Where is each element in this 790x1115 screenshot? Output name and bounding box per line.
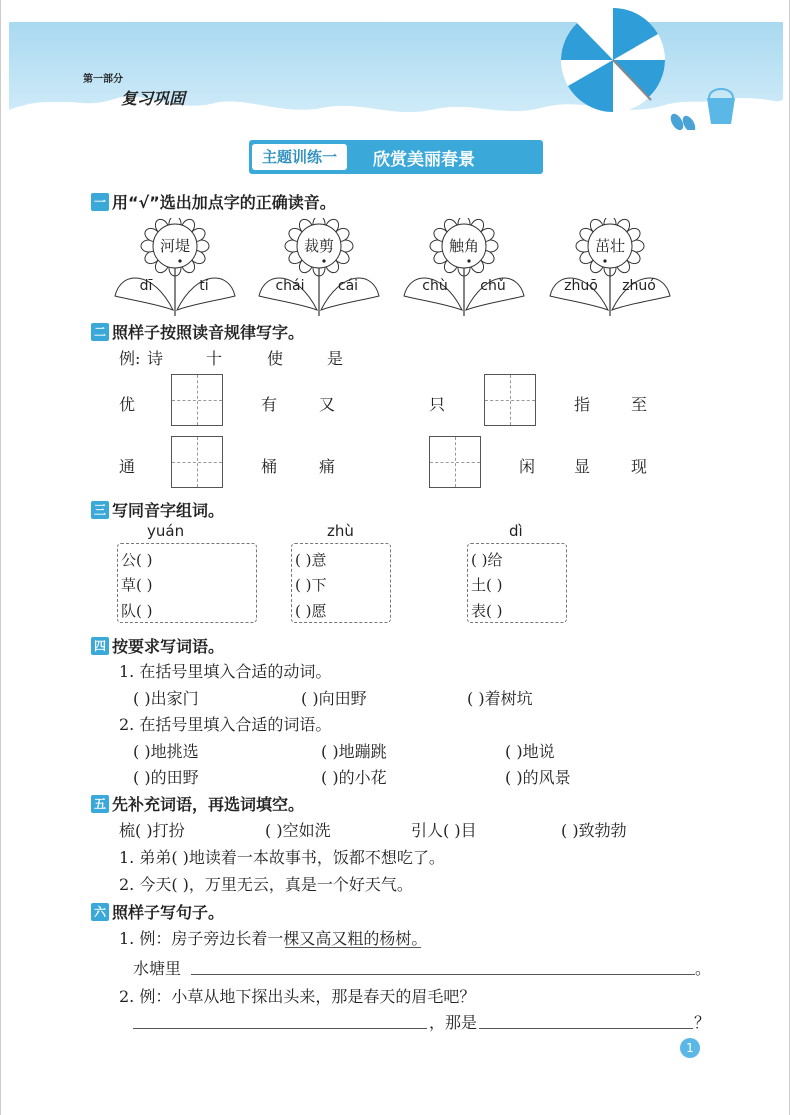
section-2-title xyxy=(91,320,304,343)
question-text: 2. 在括号里填入合适的词语。 xyxy=(119,715,332,734)
homophone-blank[interactable]: ( )下 xyxy=(295,576,327,594)
char-cell: 显 xyxy=(574,457,591,476)
homophone-blank[interactable]: ( )愿 xyxy=(295,602,327,620)
pinyin-option-right[interactable]: tí xyxy=(199,278,209,294)
section-number: 二 xyxy=(91,323,109,341)
pinyin-option-left[interactable]: chái xyxy=(275,278,305,294)
pinyin-label: dì xyxy=(509,522,523,540)
pinyin-option-left[interactable]: dī xyxy=(139,278,153,294)
example-sentence: 2. 例：小草从地下探出头来，那是春天的眉毛吧？ xyxy=(119,987,476,1006)
umbrella-icon xyxy=(561,8,665,112)
writing-grid-box[interactable] xyxy=(484,374,536,426)
example-word: 诗 xyxy=(147,349,164,368)
flower-word: 触角 xyxy=(448,237,479,255)
banner-title: 欣赏美丽春景 xyxy=(373,149,476,170)
section-number: 三 xyxy=(91,501,109,519)
sentence-middle: ，那是 xyxy=(429,1013,478,1032)
char-cell: 闲 xyxy=(519,457,536,476)
section-number: 四 xyxy=(91,637,109,655)
char-cell: 通 xyxy=(119,457,136,476)
homophone-blank[interactable]: 队( ) xyxy=(121,602,153,620)
section-5-title xyxy=(91,792,304,815)
char-cell: 桶 xyxy=(261,457,278,476)
section-heading: 照样子按照读音规律写字。 xyxy=(112,323,305,342)
pinyin-option-left[interactable]: zhuō xyxy=(564,278,598,294)
answer-line[interactable] xyxy=(191,973,695,975)
homophone-blank[interactable]: ( )给 xyxy=(471,551,503,569)
idiom-blank[interactable]: 梳( )打扮 xyxy=(119,821,185,840)
flower-option-3 xyxy=(402,218,526,318)
flower-option-4 xyxy=(548,218,672,318)
homophone-blank[interactable]: 公( ) xyxy=(121,551,153,569)
writing-grid-box[interactable] xyxy=(429,436,481,488)
section-number: 五 xyxy=(91,795,109,813)
section-heading: 按要求写词语。 xyxy=(112,637,225,656)
section-1-title xyxy=(91,190,336,213)
question-text: 1. 在括号里填入合适的动词。 xyxy=(119,662,332,681)
example-label: 例: xyxy=(119,349,141,368)
sentence-end: 。 xyxy=(695,959,712,978)
fill-blank[interactable]: ( )向田野 xyxy=(301,689,367,708)
section-4-title xyxy=(91,634,224,657)
example-word: 十 xyxy=(206,349,223,368)
header-sky-decoration xyxy=(1,0,790,130)
homophone-blank[interactable]: ( )意 xyxy=(295,551,327,569)
pinyin-option-left[interactable]: chù xyxy=(422,278,448,294)
page-number: 1 xyxy=(686,1041,694,1055)
answer-line[interactable] xyxy=(479,1027,693,1029)
homophone-blank[interactable]: 草( ) xyxy=(121,576,153,594)
sentence-end: ？ xyxy=(694,1013,711,1032)
fill-blank[interactable]: ( )地挑选 xyxy=(133,742,199,761)
flower-icon xyxy=(113,218,237,318)
pinyin-label: yuán xyxy=(147,522,185,540)
idiom-blank[interactable]: ( )空如洗 xyxy=(265,821,331,840)
homophone-blank[interactable]: 土( ) xyxy=(471,576,503,594)
flower-option-1 xyxy=(113,218,237,318)
pinyin-option-right[interactable]: cái xyxy=(337,278,359,294)
section-3-title xyxy=(91,498,224,521)
flower-icon xyxy=(402,218,526,318)
pinyin-label: zhù xyxy=(327,522,354,540)
fill-blank[interactable]: ( )着树坑 xyxy=(467,689,533,708)
section-heading: 先补充词语，再选词填空。 xyxy=(112,795,305,814)
section-number: 一 xyxy=(91,193,109,211)
homophone-blank[interactable]: 表( ) xyxy=(471,602,503,620)
example-word: 是 xyxy=(327,349,344,368)
answer-line[interactable] xyxy=(133,1027,427,1029)
flower-icon xyxy=(548,218,672,318)
example-sentence: 1. 例：房子旁边长着一棵又高又粗的杨树。 xyxy=(119,929,428,948)
idiom-blank[interactable]: 引人( )目 xyxy=(411,821,477,840)
flower-icon xyxy=(257,218,381,318)
writing-grid-box[interactable] xyxy=(171,436,223,488)
char-cell: 只 xyxy=(429,395,446,414)
section-number: 六 xyxy=(91,903,109,921)
topic-banner xyxy=(249,140,543,174)
section-6-title xyxy=(91,900,224,923)
sentence-blank[interactable]: 2. 今天( )，万里无云，真是一个好天气。 xyxy=(119,875,413,894)
fill-blank[interactable]: ( )地说 xyxy=(505,742,555,761)
char-cell: 痛 xyxy=(319,457,336,476)
char-cell: 至 xyxy=(631,395,648,414)
fill-blank[interactable]: ( )地蹦跳 xyxy=(321,742,387,761)
char-cell: 现 xyxy=(631,457,648,476)
char-cell: 优 xyxy=(119,395,136,414)
section-heading: 写同音字组词。 xyxy=(112,501,225,520)
part-label: 第一部分 xyxy=(83,74,123,85)
flower-option-2 xyxy=(257,218,381,318)
fill-blank[interactable]: ( )出家门 xyxy=(133,689,199,708)
banner-tag: 主题训练一 xyxy=(252,144,347,170)
flower-word: 河堤 xyxy=(159,237,190,255)
writing-grid-box[interactable] xyxy=(171,374,223,426)
section-heading: 用“√”选出加点字的正确读音。 xyxy=(112,193,336,212)
page-number-badge xyxy=(680,1038,700,1058)
example-underline xyxy=(285,946,421,948)
pinyin-option-right[interactable]: chǔ xyxy=(480,278,506,294)
flower-word: 裁剪 xyxy=(303,237,334,255)
example-word: 使 xyxy=(267,349,284,368)
pinyin-option-right[interactable]: zhuó xyxy=(622,278,656,294)
part-title: 复习巩固 xyxy=(121,89,186,108)
char-cell: 指 xyxy=(574,395,591,414)
section-heading: 照样子写句子。 xyxy=(112,903,225,922)
sentence-prompt: 水塘里 xyxy=(133,959,182,978)
char-cell: 又 xyxy=(319,395,336,414)
fill-blank[interactable]: ( )的田野 xyxy=(133,768,199,787)
idiom-blank[interactable]: ( )致勃勃 xyxy=(561,821,627,840)
fill-blank[interactable]: ( )的小花 xyxy=(321,768,387,787)
char-cell: 有 xyxy=(261,395,278,414)
flower-word: 茁壮 xyxy=(594,237,625,255)
fill-blank[interactable]: ( )的风景 xyxy=(505,768,571,787)
sentence-blank[interactable]: 1. 弟弟( )地读着一本故事书，饭都不想吃了。 xyxy=(119,848,445,867)
